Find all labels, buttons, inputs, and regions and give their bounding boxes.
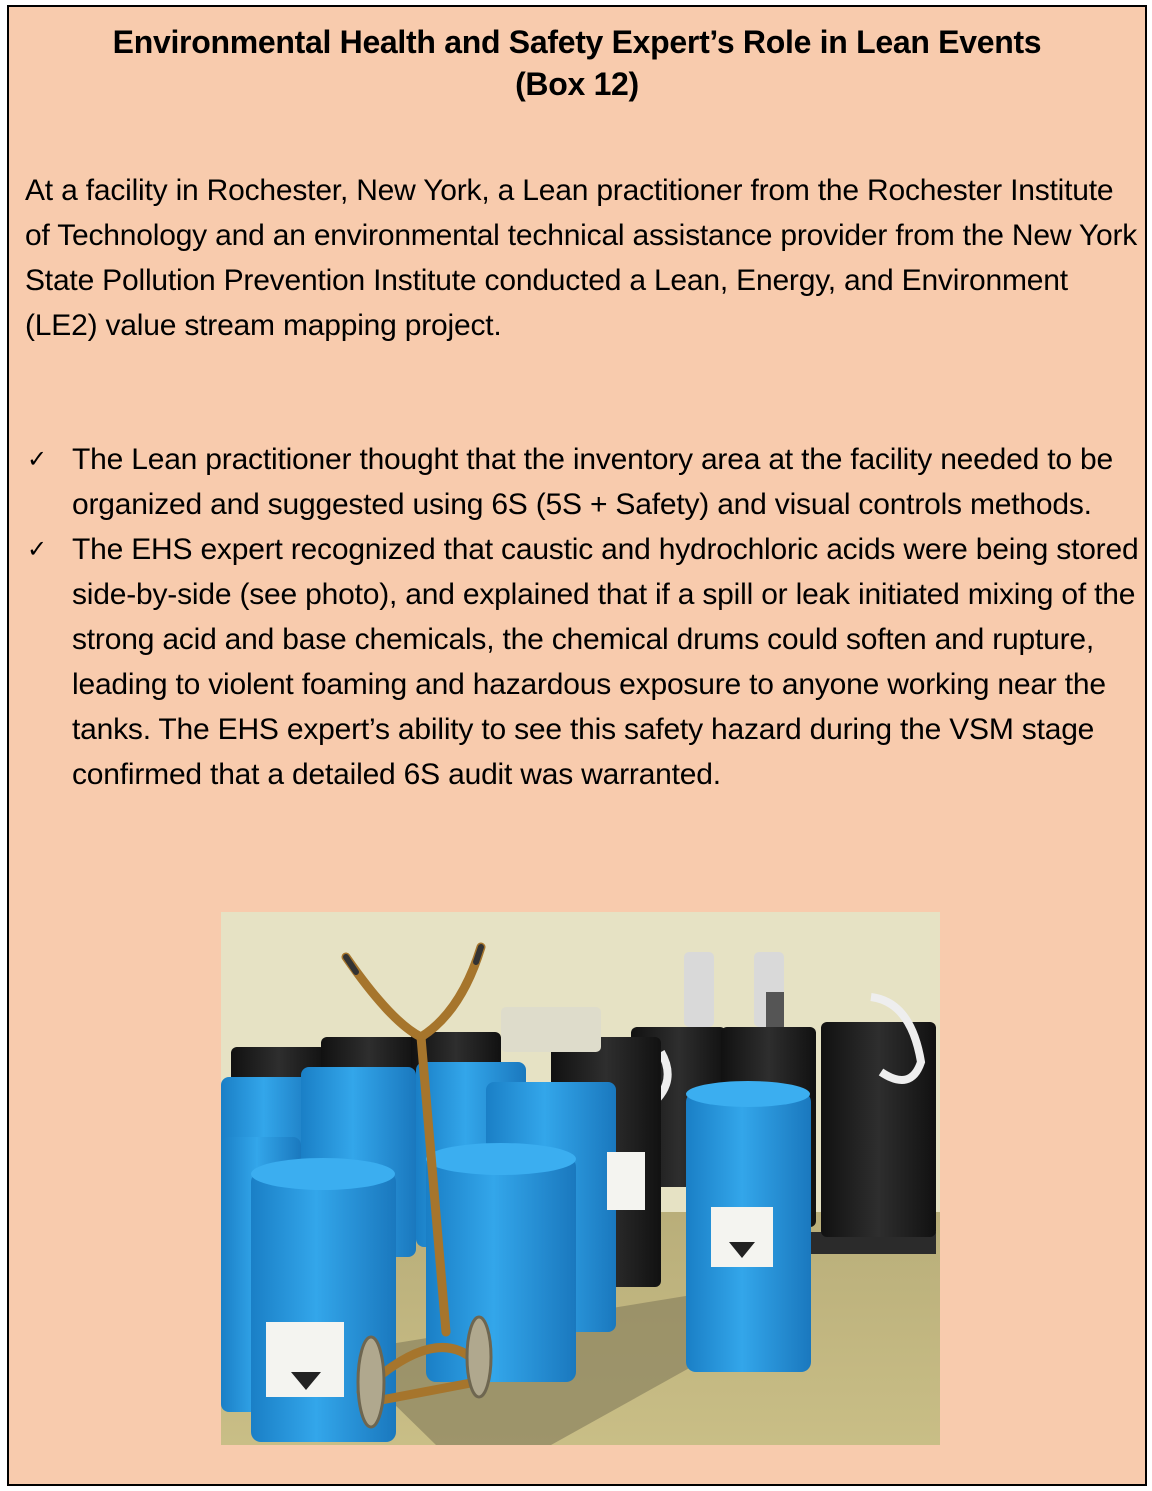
checkmark-icon: ✓ [27, 535, 47, 563]
bullet-list [25, 437, 1140, 797]
bullet-item [25, 527, 1140, 797]
intro-paragraph: At a facility in Rochester, New York, a Lean practitioner from the Rochester Institute of Technology and an environmental technical assistance provider from the New York State Pollution Prevention Institute conducted a Lean, Energy, and Environment (LE2) value stream mapping project. [25, 174, 1138, 342]
title-line-2: (Box 12) [515, 66, 639, 102]
photo-illustration [221, 912, 940, 1445]
title-line-1: Environmental Health and Safety Expert’s Role in Lean Events [112, 24, 1042, 60]
bullet-text: The Lean practitioner thought that the inventory area at the facility needed to be organized and suggested using 6S (5S + Safety) and visual controls methods. [72, 443, 1113, 521]
bullet-text: The EHS expert recognized that caustic and hydrochloric acids were being stored side-by-side (see photo), and explained that if a spill or leak initiated mixing of the strong acid and base chemicals, the chemical drums could soften and rupture, leading to violent foaming and hazardous exposure to anyone working near the tanks. The EHS expert’s ability to see this safety hazard during the VSM stage confirmed that a detailed 6S audit was warranted. [72, 533, 1139, 791]
checkmark-icon: ✓ [27, 445, 47, 473]
box-title [9, 21, 1145, 105]
drum-storage-photo [221, 912, 940, 1445]
bullet-item [25, 437, 1140, 527]
info-box [7, 5, 1147, 1486]
